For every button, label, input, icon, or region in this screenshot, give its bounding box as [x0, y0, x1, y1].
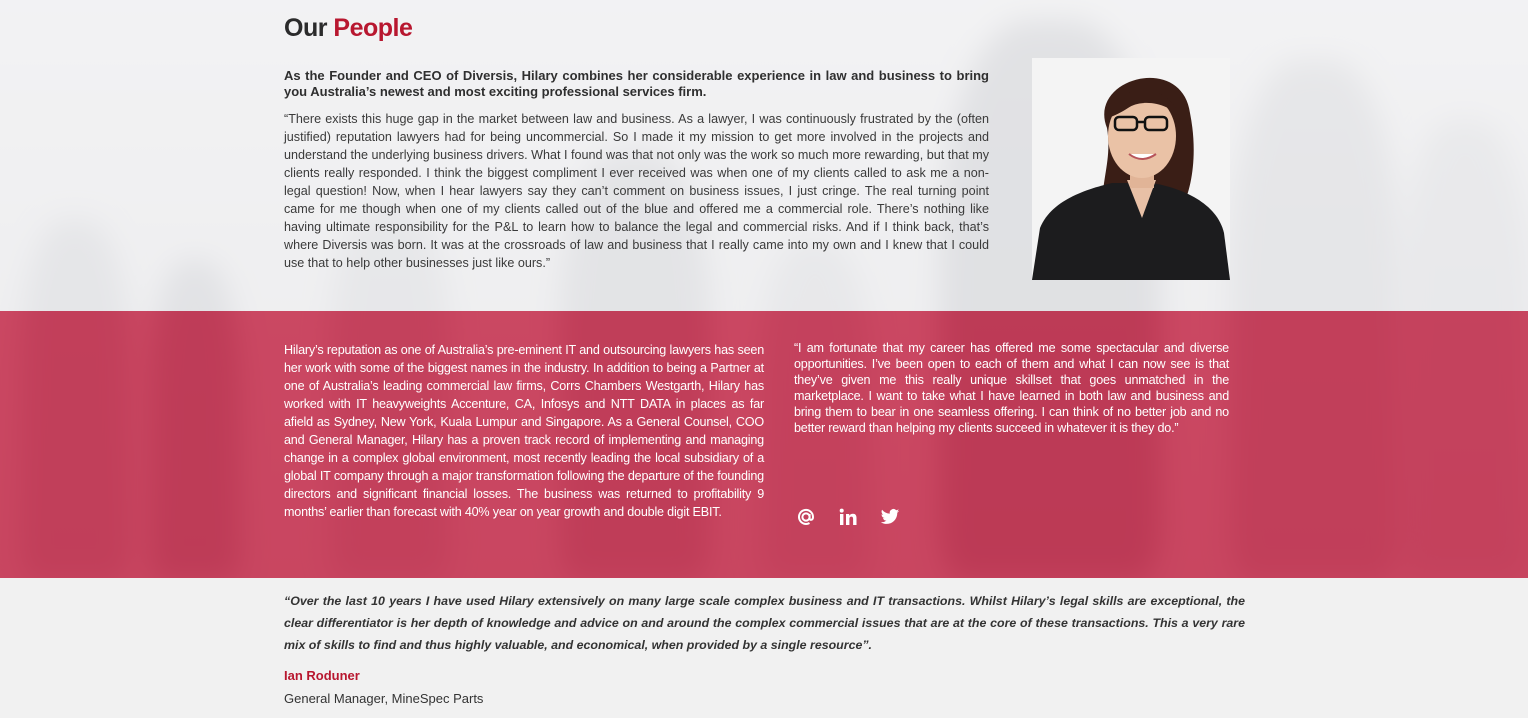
- social-links: [794, 505, 902, 529]
- linkedin-icon[interactable]: [836, 505, 860, 529]
- email-icon[interactable]: [794, 505, 818, 529]
- profile-quote: “There exists this huge gap in the market between law and business. As a lawyer, I was continuously frustrated by the (often justified) reputation lawyers had for being uncommercial. So I made it my mission to get more involved in the projects and understand the underlying business drivers. What I found was that not only was the work so much more rewarding, but that my clients really responded. I think the biggest compliment I ever received was when one of my clients called to ask me a non-legal question! Now, when I hear lawyers say they can’t comment on business issues, I just cringe. The real turning point came for me though when one of my clients called out of the blue and offered me a commercial role. There’s nothing like having ultimate responsibility for the P&L to learn how to balance the legal and commercial risks. And if I think back, that’s where Diversis was born. It was at the crossroads of law and business that I really came into my own and I knew that I could use that to help other businesses just like ours.”: [284, 112, 989, 270]
- title-part-2: People: [333, 14, 413, 42]
- testimonial-quote: “Over the last 10 years I have used Hilary extensively on many large scale complex business and IT transactions. Whilst Hilary’s legal skills are exceptional, the clear differentiator is her depth of knowledge and advice on and around the complex commercial issues that are at the core of these transactions. This a very rare mix of skills to find and thus highly valuable, and economical, when provided by a single resource”.: [284, 594, 1245, 652]
- portrait-photo: [1032, 58, 1230, 280]
- profile-quote-2: “I am fortunate that my career has offered me some spectacular and diverse opportunities. I’ve been open to each of them and what I can now see is that they’ve given me this really unique skillset that goes unmatched in the marketplace. I want to take what I have learned in both law and business and bring them to bear in one seamless offering. I can think of no better job and no better reward than helping my clients succeed in whatever it is they do.”: [794, 341, 1229, 435]
- twitter-icon[interactable]: [878, 505, 902, 529]
- highlight-band: [0, 311, 1528, 578]
- page-title: [284, 14, 412, 43]
- title-part-1: Our: [284, 14, 327, 42]
- profile-bio: Hilary’s reputation as one of Australia’s pre-eminent IT and outsourcing lawyers has seen her work with some of the biggest names in the industry. In addition to being a Partner at one of Australia’s leading commercial law firms, Corrs Chambers Westgarth, Hilary has worked with IT heavyweights Accenture, CA, Infosys and NTT DATA in places as far afield as Sydney, New York, Kuala Lumpur and Singapore. As a General Counsel, COO and General Manager, Hilary has a proven track record of implementing and managing change in a complex global environment, most recently leading the local subsidiary of a global IT company through a major transformation following the departure of the founding directors and significant financial losses. The business was returned to profitability 9 months’ earlier than forecast with 40% year on year growth and double digit EBIT.: [284, 343, 764, 519]
- profile-lead: As the Founder and CEO of Diversis, Hilary combines her considerable experience in law and business to bring you Australia’s newest and most exciting professional services firm.: [284, 68, 989, 99]
- testimonial-author: Ian Roduner: [284, 668, 360, 683]
- testimonial-role: General Manager, MineSpec Parts: [284, 691, 484, 706]
